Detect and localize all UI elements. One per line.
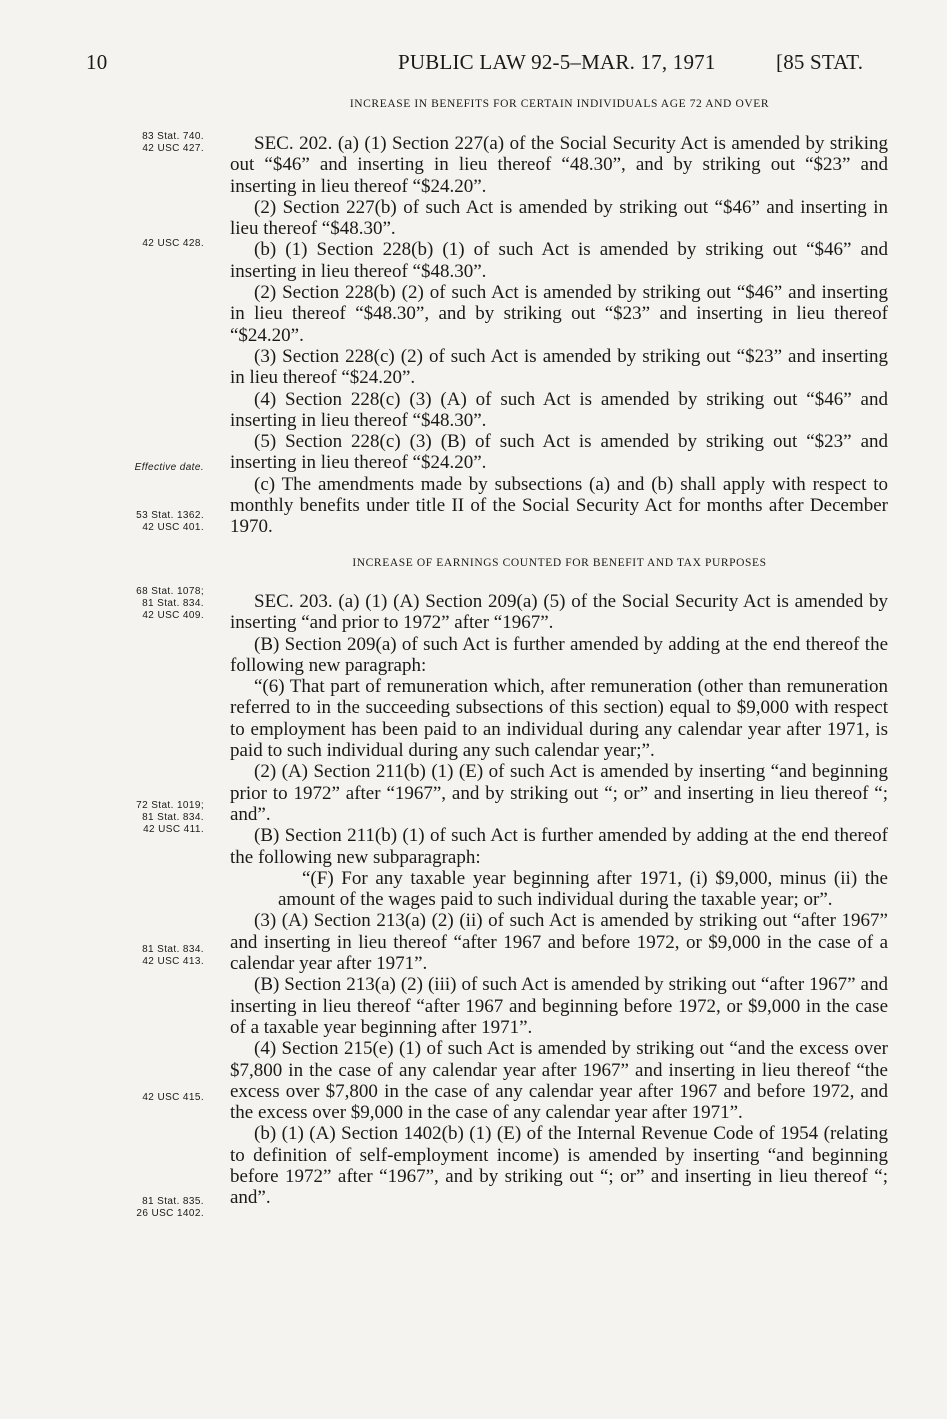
paragraph: (4) Section 228(c) (3) (A) of such Act is amended by striking out “$46” and inserting in lieu thereof “$48.30”. [230,388,888,431]
page-number: 10 [86,50,108,74]
margin-note: 81 Stat. 835. 26 USC 1402. [136,1196,204,1219]
margin-note: 72 Stat. 1019; 81 Stat. 834. 42 USC 411. [136,800,204,835]
paragraph: (2) Section 228(b) (2) of such Act is amended by striking out “$46” and inserting in lieu thereof “$48.30”, and by striking out “$23” and inserting in lieu thereof “$24.20”. [230,282,888,346]
paragraph: (4) Section 215(e) (1) of such Act is amended by striking out “and the excess over $7,800 in the case of any calendar year after 1967” and inserting in lieu thereof “the excess over $7,800 in the case of any calendar year after 1967 and before 1972, and the excess over $9,000 in the case of any calendar year after 1971”. [230,1038,888,1124]
margin-note: 81 Stat. 834. 42 USC 413. [142,944,204,967]
statute-reference: [85 STAT. [776,50,864,74]
paragraph: (3) (A) Section 213(a) (2) (ii) of such Act is amended by striking out “after 1967” and inserting in lieu thereof “after 1967 and before 1972, or $9,000 in the case of a calendar year after 1971”. [230,910,888,975]
margin-note: 42 USC 428. [142,238,204,249]
paragraph: SEC. 202. (a) (1) Section 227(a) of the Social Security Act is amended by striking out “$46” and inserting in lieu thereof “48.30”, and by striking out “$23” and inserting in lieu thereof “$24.20”. [230,133,888,197]
margin-note: 53 Stat. 1362. 42 USC 401. [136,510,204,533]
margin-note: 83 Stat. 740. 42 USC 427. [142,131,204,154]
paragraph: SEC. 203. (a) (1) (A) Section 209(a) (5) of the Social Security Act is amended by inserting “and prior to 1972” after “1967”. [230,591,889,634]
section-203-heading: INCREASE OF EARNINGS COUNTED FOR BENEFIT AND TAX PURPOSES [352,557,767,569]
paragraph: (b) (1) (A) Section 1402(b) (1) (E) of the Internal Revenue Code of 1954 (relating to definition of self-employment income) is amended by inserting “and beginning before 1972” after “1967”, and by striking out “; or” and inserting in lieu thereof “; and”. [230,1123,888,1209]
paragraph: “(F) For any taxable year beginning after 1971, (i) $9,000, minus (ii) the amount of the wages paid to such individual during the taxable year; or”. [278,867,888,911]
paragraph: “(6) That part of remuneration which, after remuneration (other than remuneration referred to in the succeeding subsections of this section) equal to $9,000 with respect to employment has been paid to an individual during any calendar year after 1971, is paid to such individual during any such calendar year;”. [230,676,888,762]
paragraph: (c) The amendments made by subsections (a) and (b) shall apply with respect to monthly benefits under title II of the Social Security Act for months after December 1970. [230,473,888,538]
section-label: SEC. [254,591,294,612]
margin-note-effective-date: Effective date. [134,462,204,473]
section-203-body [230,591,888,1209]
paragraph: (2) Section 227(b) of such Act is amended by striking out “$46” and inserting in lieu thereof “$48.30”. [230,196,888,240]
paragraph: (2) (A) Section 211(b) (1) (E) of such Act is amended by inserting “and beginning prior to 1972” after “1967”, and by striking out “; or” and inserting in lieu thereof “; and”. [230,761,888,825]
paragraph: (3) Section 228(c) (2) of such Act is amended by striking out “$23” and inserting in lieu thereof “$24.20”. [230,345,888,389]
paragraph: (5) Section 228(c) (3) (B) of such Act is amended by striking out “$23” and inserting in lieu thereof “$24.20”. [230,431,888,474]
margin-note: 42 USC 415. [142,1092,204,1103]
paragraph: (B) Section 213(a) (2) (iii) of such Act is amended by striking out “after 1967” and inserting in lieu thereof “after 1967 and beginning before 1972, or $9,000 in the case of a taxable year beginning after 1971”. [230,974,888,1038]
margin-note: 68 Stat. 1078; 81 Stat. 834. 42 USC 409. [136,586,204,621]
paragraph: (B) Section 209(a) of such Act is further amended by adding at the end thereof the following new paragraph: [230,633,888,676]
section-202-body [230,133,888,538]
section-label: SEC. [254,133,294,154]
paragraph: (B) Section 211(b) (1) of such Act is further amended by adding at the end thereof the following new subparagraph: [230,825,888,868]
paragraph: (b) (1) Section 228(b) (1) of such Act is amended by striking out “$46” and inserting in lieu thereof “$48.30”. [230,239,888,282]
running-head-title: PUBLIC LAW 92-5–MAR. 17, 1971 [398,50,716,74]
section-202-heading: INCREASE IN BENEFITS FOR CERTAIN INDIVIDUALS AGE 72 AND OVER [349,98,770,110]
